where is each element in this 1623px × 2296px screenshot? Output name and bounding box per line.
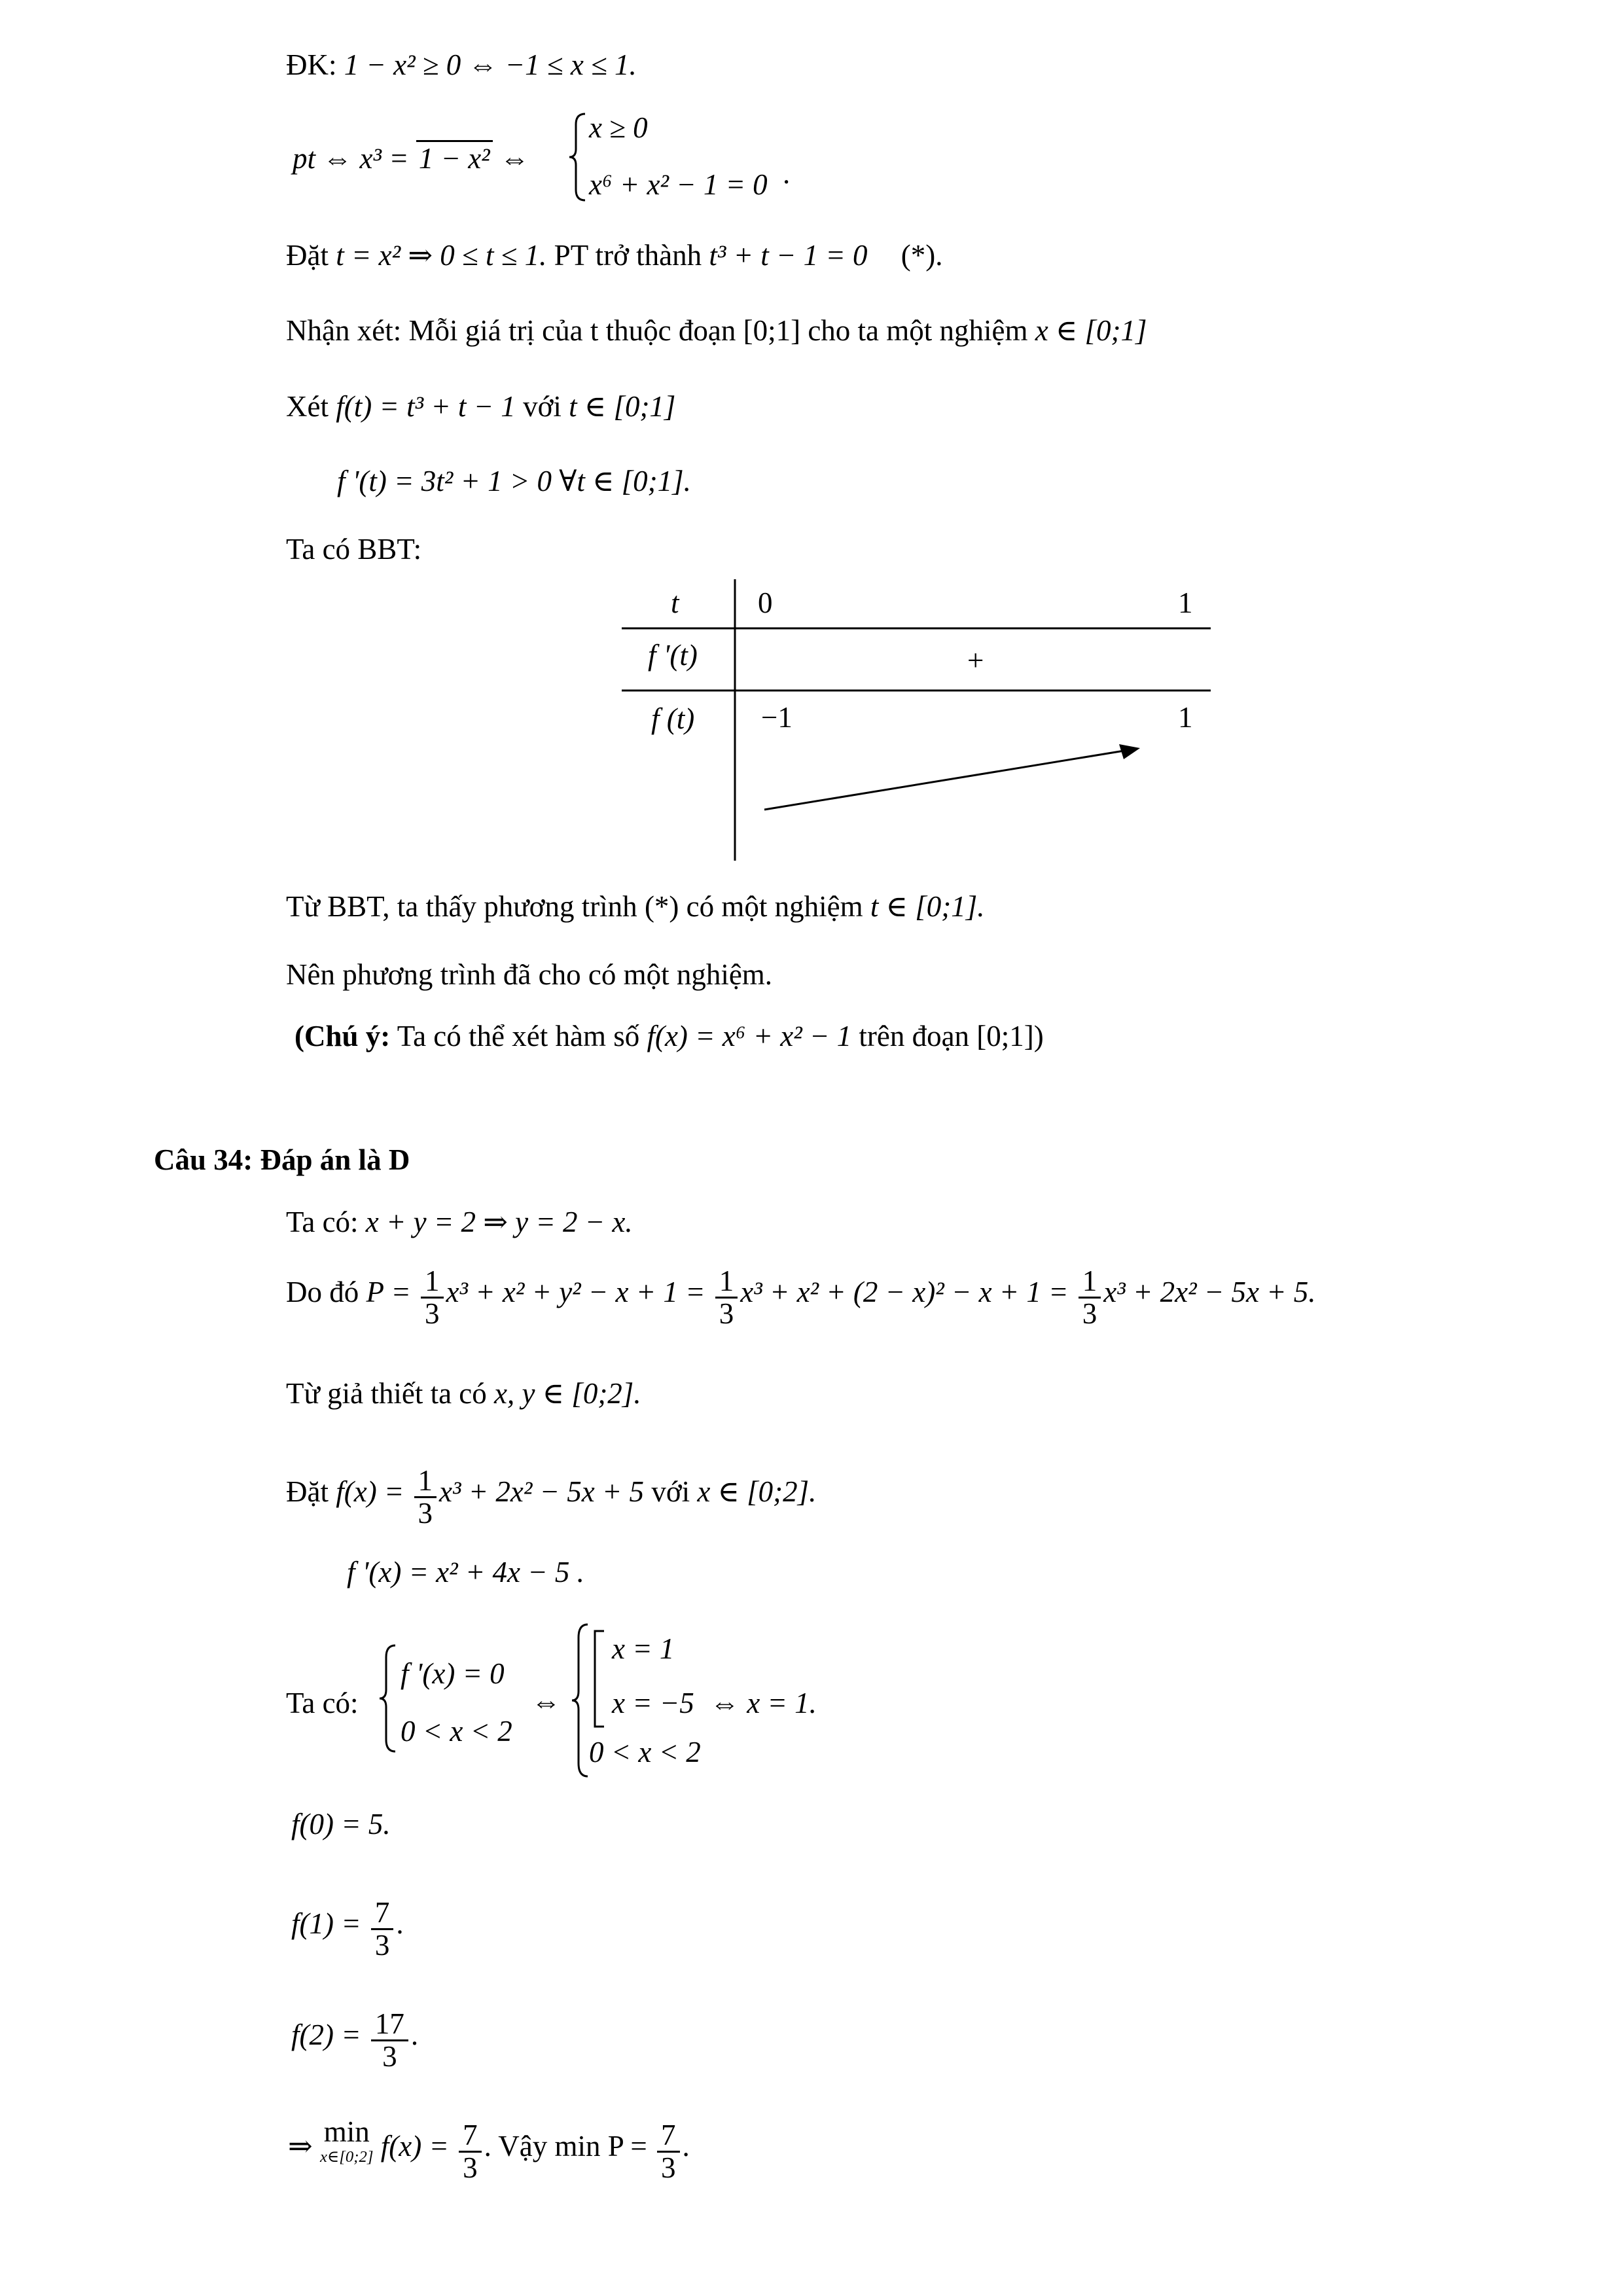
taco2-prefix: Ta có: <box>286 1687 359 1719</box>
pt-equiv: ⇔ <box>499 142 529 175</box>
final-vay: . Vậy min P = <box>484 2130 647 2163</box>
f1-line: f(1) = $\frac{7}{3}$ . <box>291 1896 404 1962</box>
bbt-row3-label: f (t) <box>651 702 695 735</box>
dodo-t3: x³ + 2x² − 5x + 5. <box>1103 1276 1316 1309</box>
taco2-or2: x = −5 <box>612 1687 694 1719</box>
taco2-sys1: f '(x) = 0 <box>401 1657 505 1690</box>
pt-system-brace <box>568 111 588 203</box>
chuy-text: Ta có thể xét hàm số <box>397 1020 640 1052</box>
gt-line <box>286 1376 641 1411</box>
dk-line <box>286 47 637 82</box>
dat2-domain: x ∈ [0;2]. <box>697 1475 817 1509</box>
dodo-p: P = <box>366 1276 411 1309</box>
bbt-arrow-head <box>1119 744 1140 759</box>
f1-frac: $\frac{7}{3}$ <box>371 1897 394 1962</box>
xet-domain: t ∈ [0;1] <box>569 390 676 423</box>
dk-label: ĐK: <box>286 48 337 81</box>
nhanxet-expr: x ∈ [0;1] <box>1035 314 1147 347</box>
taco2-brace-1 <box>378 1643 398 1754</box>
taco-bbt-line: Ta có BBT: <box>286 533 422 565</box>
final-min: min <box>323 2115 370 2148</box>
xet-with: với <box>523 390 562 423</box>
chuy-text2: trên đoạn <box>859 1020 970 1052</box>
final-arrow: ⇒ <box>288 2130 313 2163</box>
bbt-row1-b: 1 <box>1178 586 1193 619</box>
pt-lhs: pt ⇔ x³ = <box>293 142 409 175</box>
dk-expr: 1 − x² ≥ 0 ⇔ −1 ≤ x ≤ 1. <box>344 48 637 81</box>
pt-line <box>293 141 529 176</box>
dodo-line <box>286 1263 1316 1331</box>
dat2-rest: x³ + 2x² − 5x + 5 <box>439 1475 645 1509</box>
gt-expr: x, y ∈ [0;2]. <box>494 1377 641 1410</box>
dat-line <box>286 238 942 273</box>
bbt-row2-sign: + <box>967 644 984 677</box>
taco2-equiv: ⇔ <box>531 1685 561 1718</box>
bbt-increase-arrow <box>764 749 1132 810</box>
nhanxet-interval: [0;1] <box>743 314 801 347</box>
cau34-heading: Câu 34: Đáp án là D <box>154 1143 410 1176</box>
deriv-line: f '(t) = 3t² + 1 > 0 ∀t ∈ [0;1]. <box>337 465 691 497</box>
dat2-line <box>286 1463 817 1530</box>
nhanxet-text: Nhận xét: Mỗi giá trị của t thuộc đoạn <box>286 314 736 347</box>
bbt-row3-a: −1 <box>761 701 793 734</box>
bbt-table-lines <box>622 579 1211 861</box>
tu-bbt-expr: t ∈ [0;1]. <box>870 890 985 923</box>
xet-line <box>286 389 675 424</box>
taco2-sys2: 0 < x < 2 <box>401 1715 512 1748</box>
dodo-frac-3: $\frac{1}{3}$ <box>1079 1266 1101 1330</box>
dodo-frac-1: $\frac{1}{3}$ <box>421 1266 444 1330</box>
bbt-row1-label: t <box>671 586 679 619</box>
f1-lhs: f(1) = <box>291 1907 361 1941</box>
tu-bbt-text2: có một nghiệm <box>686 890 863 923</box>
chuy-line <box>294 1018 1044 1054</box>
xet-prefix: Xét <box>286 390 329 423</box>
gt-text: Từ giả thiết ta có <box>286 1377 487 1410</box>
chuy-label: Chú ý: <box>304 1020 391 1052</box>
dat2-frac: $\frac{1}{3}$ <box>414 1465 437 1530</box>
f2-lhs: f(2) = <box>291 2018 361 2052</box>
dodo-t1: x³ + x² + y² − x + 1 = <box>446 1276 705 1309</box>
taco2-or1: x = 1 <box>612 1632 675 1665</box>
dodo-prefix: Do đó <box>286 1276 359 1309</box>
f2-line: f(2) = $\frac{17}{3}$ . <box>291 2007 419 2073</box>
nen-line: Nên phương trình đã cho có một nghiệm. <box>286 958 773 991</box>
dat-expr: t = x² ⇒ 0 ≤ t ≤ 1. <box>336 239 547 272</box>
taco1-prefix: Ta có: <box>286 1206 359 1238</box>
final-line: ⇒ min x∈[0;2] f(x) = $\frac{7}{3}$ . Vậy min P = $\frac{7}{3}$ . <box>288 2115 690 2185</box>
nhanxet-line <box>286 313 1147 348</box>
f2-frac: $\frac{17}{3}$ <box>371 2009 408 2073</box>
final-frac-1: $\frac{7}{3}$ <box>459 2120 482 2184</box>
dat-mid: PT trở thành <box>554 239 702 272</box>
taco1-expr: x + y = 2 ⇒ y = 2 − x. <box>365 1206 633 1238</box>
chuy-open: ( <box>294 1020 304 1052</box>
taco2-cond: 0 < x < 2 <box>589 1736 701 1768</box>
pt-sqrt: 1 − x² <box>416 140 493 175</box>
final-frac-2: $\frac{7}{3}$ <box>657 2120 680 2184</box>
bbt-row1-a: 0 <box>758 586 773 619</box>
nhanxet-text2: cho ta một nghiệm <box>808 314 1028 347</box>
pt-case2: x⁶ + x² − 1 = 0 <box>589 168 768 201</box>
dat2-f: f(x) = <box>336 1475 404 1509</box>
tu-bbt-tag: (*) <box>644 890 679 923</box>
deriv2-line: f '(x) = x² + 4x − 5 . <box>347 1556 584 1588</box>
dat2-prefix: Đặt <box>286 1475 329 1509</box>
taco2-brace-2 <box>571 1622 590 1779</box>
pt-case1: x ≥ 0 <box>589 111 648 144</box>
dat-eq: t³ + t − 1 = 0 <box>709 239 868 272</box>
xet-func: f(t) = t³ + t − 1 <box>336 390 516 423</box>
bbt-row3-b: 1 <box>1178 701 1193 734</box>
pt-end: . <box>783 157 791 190</box>
final-min-block <box>320 2117 374 2166</box>
bbt-row2-label: f '(t) <box>648 639 698 672</box>
dodo-frac-2: $\frac{1}{3}$ <box>715 1266 738 1330</box>
tu-bbt-line <box>286 889 984 924</box>
f0-line: f(0) = 5. <box>291 1808 391 1840</box>
taco2-bracket <box>592 1630 605 1728</box>
dat-tag: (*). <box>901 239 943 272</box>
taco1-line <box>286 1204 633 1240</box>
dat2-with: với <box>651 1475 690 1509</box>
final-f: f(x) = <box>380 2130 449 2163</box>
dodo-t2: x³ + x² + (2 − x)² − x + 1 = <box>740 1276 1069 1309</box>
taco2-res: ⇔ x = 1. <box>710 1687 817 1719</box>
tu-bbt-text: Từ BBT, ta thấy phương trình <box>286 890 637 923</box>
final-min-sub: x∈[0;2] <box>319 2148 374 2166</box>
chuy-func: f(x) = x⁶ + x² − 1 <box>647 1020 852 1052</box>
chuy-interval: [0;1]) <box>976 1020 1044 1052</box>
dat-prefix: Đặt <box>286 239 329 272</box>
